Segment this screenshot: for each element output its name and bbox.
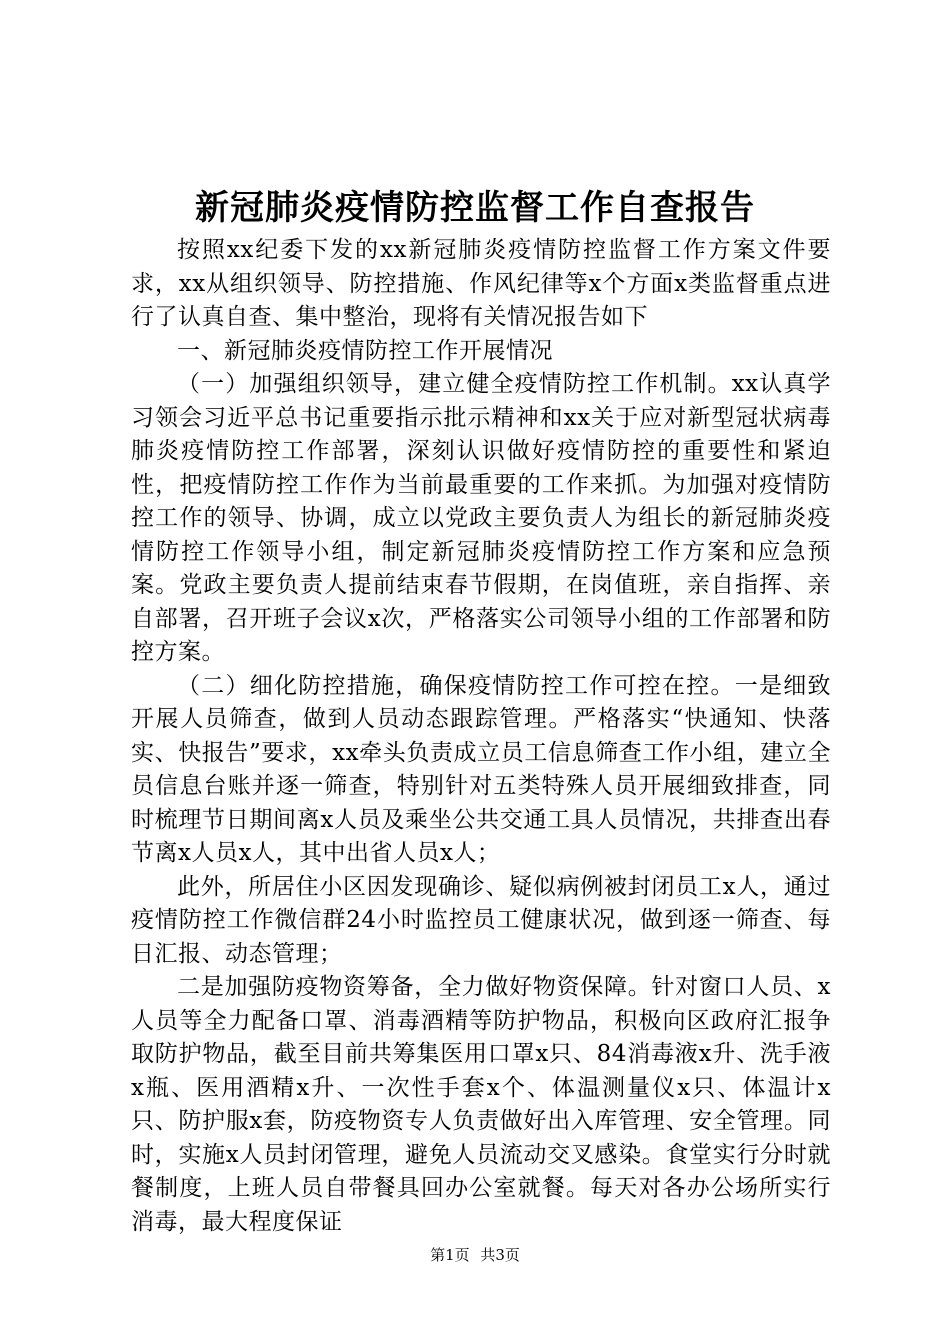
page-total: 共3页 [480, 1246, 520, 1264]
document-body [131, 234, 831, 1239]
document-title: 新冠肺炎疫情防控监督工作自查报告 [195, 188, 755, 228]
page-number: 第1页 [430, 1246, 470, 1264]
section-heading-1: 一、新冠肺炎疫情防控工作开展情况 [177, 337, 553, 364]
paragraph-organization: （一）加强组织领导，建立健全疫情防控工作机制。xx认真学习领会习近平总书记重要指示批示精神和xx关于应对新型冠状病毒肺炎疫情防控工作部署，深刻认识做好疫情防控的重要性和紧迫性，把疫情防控工作作为当前最重要的工作来抓。为加强对疫情防控工作的领导、协调，成立以党政主要负责人为组长的新冠肺炎疫情防控工作领导小组，制定新冠肺炎疫情防控工作方案和应急预案。党政主要负责人提前结束春节假期，在岗值班，亲自指挥、亲自部署，召开班子会议x次，严格落实公司领导小组的工作部署和防控方案。 [131, 371, 831, 665]
paragraph-intro: 按照xx纪委下发的xx新冠肺炎疫情防控监督工作方案文件要求，xx从组织领导、防控措施、作风纪律等x个方面x类监督重点进行了认真自查、集中整治，现将有关情况报告如下 [131, 237, 831, 330]
page-footer [0, 1243, 950, 1267]
paragraph-measures: （二）细化防控措施，确保疫情防控工作可控在控。一是细致开展人员筛查，做到人员动态跟踪管理。严格落实“快通知、快落实、快报告”要求，xx牵头负责成立员工信息筛查工作小组，建立全员信息台账并逐一筛查，特别针对五类特殊人员开展细致排查，同时梳理节日期间离x人员及乘坐公共交通工具人员情况，共排查出春节离x人员x人，其中出省人员x人； [131, 672, 831, 866]
paragraph-additional: 此外，所居住小区因发现确诊、疑似病例被封闭员工x人，通过疫情防控工作微信群24小时监控员工健康状况，做到逐一筛查、每日汇报、动态管理； [131, 873, 831, 967]
paragraph-supplies: 二是加强防疫物资筹备，全力做好物资保障。针对窗口人员、x人员等全力配备口罩、消毒酒精等防护物品，积极向区政府汇报争取防护物品，截至目前共筹集医用口罩x只、84消毒液x升、洗手液x瓶、医用酒精x升、一次性手套x个、体温测量仪x只、体温计x只、防护服x套，防疫物资专人负责做好出入库管理、安全管理。同时，实施x人员封闭管理，避免人员流动交叉感染。食堂实行分时就餐制度，上班人员自带餐具回办公室就餐。每天对各办公场所实行消毒，最大程度保证 [131, 974, 831, 1235]
